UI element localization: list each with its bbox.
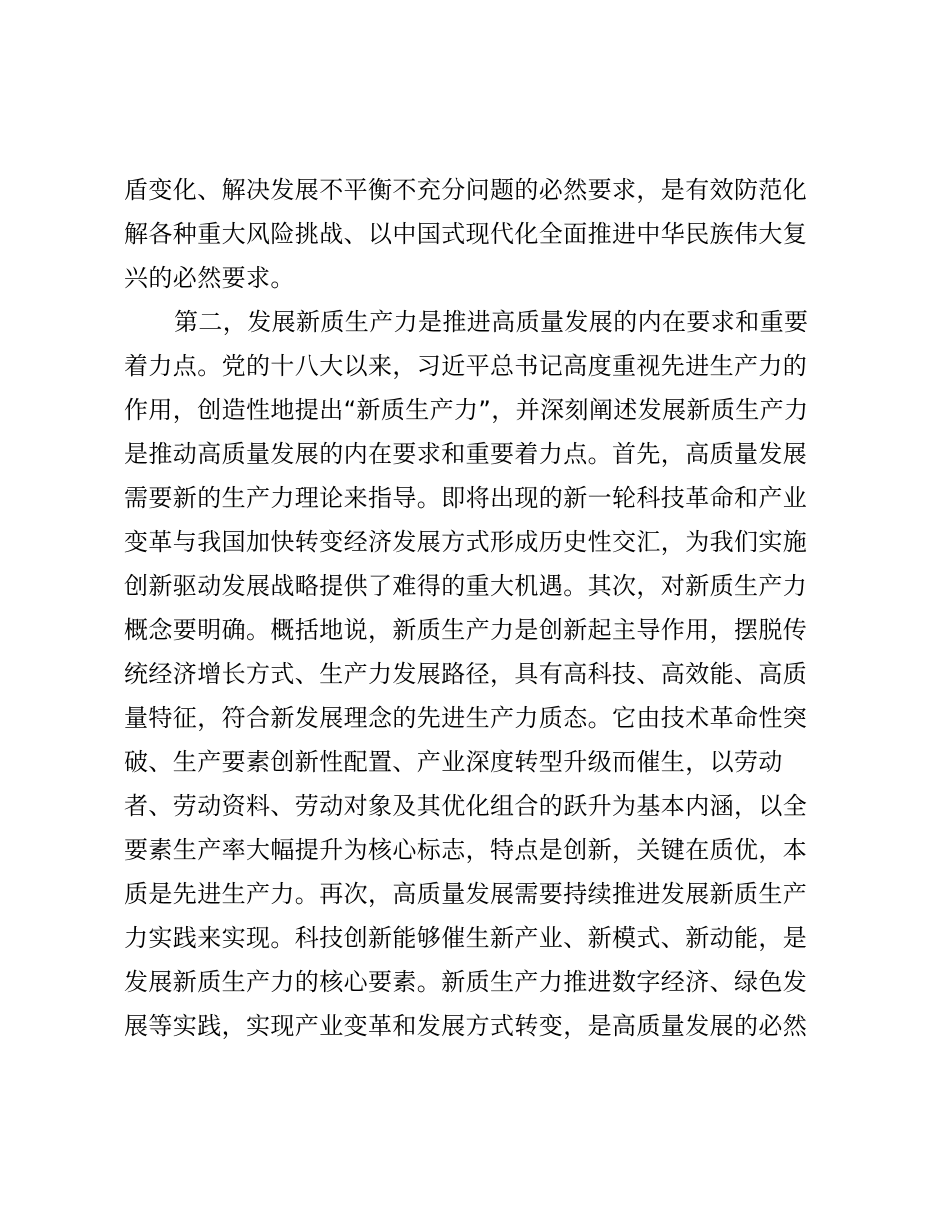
paragraph-2-line-15: 力实践来实现。科技创新能够催生新产业、新模式、新动能，是 [124,924,808,952]
paragraph-1-line-1: 盾变化、解决发展不平衡不充分问题的必然要求，是有效防范化 [124,176,808,204]
paragraph-2-line-12: 者、劳动资料、劳动对象及其优化组合的跃升为基本内涵，以全 [124,792,808,820]
paragraph-2-line-2: 着力点。党的十八大以来，习近平总书记高度重视先进生产力的 [124,352,808,380]
paragraph-2-line-6: 变革与我国加快转变经济发展方式形成历史性交汇，为我们实施 [124,528,808,556]
paragraph-2-line-4: 是推动高质量发展的内在要求和重要着力点。首先，高质量发展 [124,440,808,468]
paragraph-2-line-8: 概念要明确。概括地说，新质生产力是创新起主导作用，摆脱传 [124,616,808,644]
paragraph-1-line-2: 解各种重大风险挑战、以中国式现代化全面推进中华民族伟大复 [124,220,808,248]
paragraph-2-line-9: 统经济增长方式、生产力发展路径，具有高科技、高效能、高质 [124,660,808,688]
paragraph-2-line-11: 破、生产要素创新性配置、产业深度转型升级而催生，以劳动 [124,748,783,776]
paragraph-2-line-1: 第二，发展新质生产力是推进高质量发展的内在要求和重要 [174,308,809,336]
paragraph-1-line-3: 兴的必然要求。 [124,264,295,292]
paragraph-2-line-3: 作用，创造性地提出“新质生产力”，并深刻阐述发展新质生产力 [124,396,809,424]
body-text [124,168,824,1048]
paragraph-2-line-10: 量特征，符合新发展理念的先进生产力质态。它由技术革命性突 [124,704,808,732]
paragraph-2-line-5: 需要新的生产力理论来指导。即将出现的新一轮科技革命和产业 [124,484,808,512]
paragraph-2-line-17: 展等实践，实现产业变革和发展方式转变，是高质量发展的必然 [124,1012,808,1040]
paragraph-2-line-7: 创新驱动发展战略提供了难得的重大机遇。其次，对新质生产力 [124,572,808,600]
paragraph-2-line-13: 要素生产率大幅提升为核心标志，特点是创新，关键在质优，本 [124,836,808,864]
paragraph-2-line-14: 质是先进生产力。再次，高质量发展需要持续推进发展新质生产 [124,880,808,908]
paragraph-2-line-16: 发展新质生产力的核心要素。新质生产力推进数字经济、绿色发 [124,968,808,996]
